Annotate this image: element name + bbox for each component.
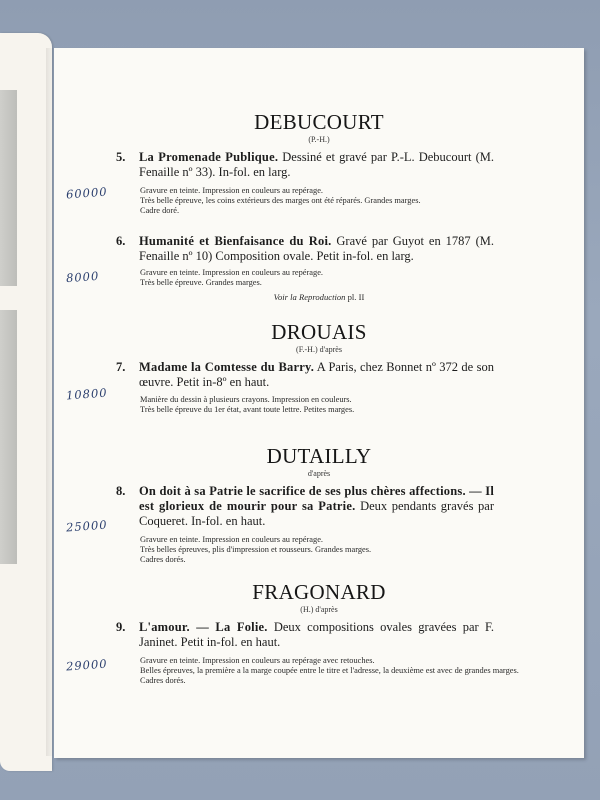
- lot-number: 6.: [116, 234, 126, 248]
- lot-title: La Promenade Publique.: [139, 150, 279, 164]
- lot-notes: [140, 395, 560, 415]
- artist-heading: DROUAIS: [271, 320, 367, 344]
- lot-note: Gravure en teinte. Impression en couleurs au repérage.: [140, 186, 324, 195]
- lot-description-block: [139, 360, 494, 390]
- lot-number: 8.: [116, 484, 126, 498]
- lot-note: Très belle épreuve, les coins extérieurs des marges ont été réparés. Grandes marges.: [140, 196, 421, 206]
- lot-notes: [140, 535, 560, 566]
- lot-note: Très belles épreuves, plis d'impression et rousseurs. Grandes marges.: [140, 545, 372, 555]
- lot-number: 9.: [116, 620, 126, 634]
- lot-number: 7.: [116, 360, 126, 374]
- lot-notes: [140, 656, 560, 687]
- artist-section: [54, 110, 584, 145]
- artist-attribution: (P.-H.): [308, 135, 330, 144]
- lot-note: Très belle épreuve. Grandes marges.: [140, 278, 262, 288]
- handwritten-price: 60000: [65, 184, 109, 202]
- lot-description: A Paris, chez Bonnet nº 372 de son œuvre. Petit in-8º en haut.: [139, 360, 494, 389]
- lot-note: Gravure en teinte. Impression en couleurs au repérage.: [140, 535, 324, 544]
- artist-attribution: d'après: [307, 469, 331, 478]
- lot-description-block: [139, 150, 494, 180]
- artist-attribution: (H.) d'après: [300, 605, 338, 614]
- facing-page: [0, 33, 52, 771]
- lot-description-block: [139, 234, 494, 264]
- lot-note: Gravure en teinte. Impression en couleurs au repérage avec retouches.: [140, 656, 375, 665]
- artist-heading: DUTAILLY: [266, 444, 372, 468]
- reproduction-reference: [54, 292, 584, 302]
- lot-note: Belles épreuves, la première a la marge coupée entre le titre et l'adresse, la deuxième est avec de grandes marges.: [140, 666, 519, 676]
- facing-plate-image: [0, 90, 17, 286]
- lot-notes: [140, 268, 560, 288]
- artist-heading: FRAGONARD: [252, 580, 386, 604]
- lot-title: L'amour. — La Folie.: [139, 620, 268, 634]
- lot-description-block: [139, 620, 494, 650]
- lot-note: Gravure en teinte. Impression en couleurs au repérage.: [140, 268, 324, 277]
- handwritten-price: 29000: [65, 656, 109, 674]
- lot-description: Dessiné et gravé par P.-L. Debucourt (M. Fenaille nº 33). In-fol. en larg.: [139, 150, 494, 179]
- lot-description: Gravé par Guyot en 1787 (M. Fenaille nº 10) Composition ovale. Petit in-fol. en larg.: [139, 234, 494, 263]
- lot-title: Madame la Comtesse du Barry.: [139, 360, 315, 374]
- lot-description-block: [139, 484, 494, 529]
- handwritten-price: 10800: [65, 385, 109, 403]
- lot-title: Humanité et Bienfaisance du Roi.: [139, 234, 332, 248]
- artist-section: [54, 320, 584, 355]
- lot-description: Deux compositions ovales gravées par F. Janinet. Petit in-fol. en haut.: [139, 620, 495, 649]
- artist-section: [54, 580, 584, 615]
- lot-description: Deux pendants gravés par Coqueret. In-fol. en haut.: [139, 499, 495, 528]
- catalogue-page: [54, 48, 584, 758]
- reference-label: Voir la Reproduction: [273, 292, 346, 302]
- artist-attribution: (F.-H.) d'après: [296, 345, 342, 354]
- lot-title: On doit à sa Patrie le sacrifice de ses plus chères affections. — Il est glorieux de mourir pour sa Patrie.: [139, 484, 494, 513]
- lot-note: Cadres dorés.: [140, 676, 186, 686]
- lot-note: Très belle épreuve du 1er état, avant toute lettre. Petites marges.: [140, 405, 355, 415]
- lot-note: Manière du dessin à plusieurs crayons. Impression en couleurs.: [140, 395, 352, 404]
- lot-notes: [140, 186, 560, 217]
- book-gutter: [46, 48, 54, 756]
- handwritten-price: 8000: [65, 268, 100, 286]
- lot-note: Cadres dorés.: [140, 555, 186, 565]
- lot-note: Cadre doré.: [140, 206, 180, 216]
- handwritten-price: 25000: [65, 517, 109, 535]
- reference-plate: pl. II: [347, 292, 365, 302]
- artist-heading: DEBUCOURT: [254, 110, 384, 134]
- facing-plate-image: [0, 310, 17, 564]
- lot-number: 5.: [116, 150, 126, 164]
- artist-section: [54, 444, 584, 479]
